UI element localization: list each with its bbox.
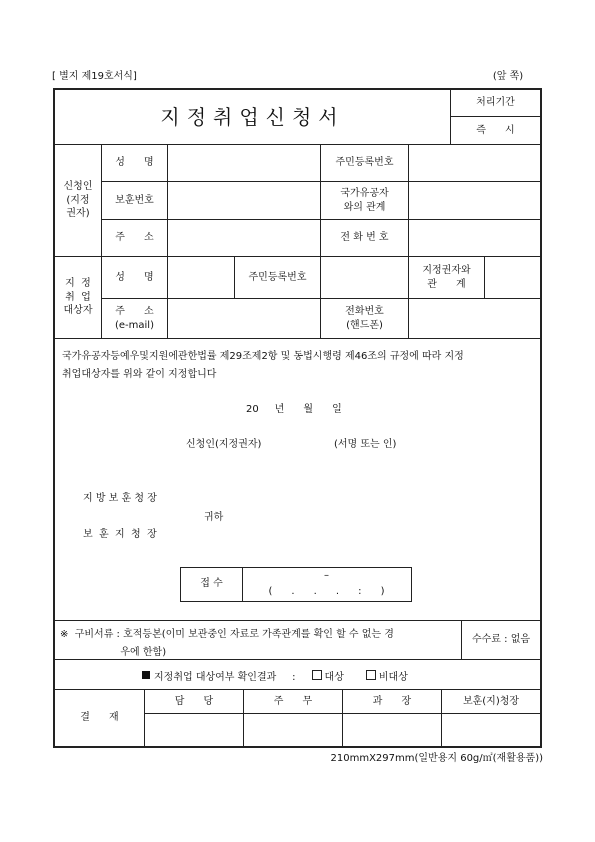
applicant-address-field[interactable]: [168, 220, 320, 256]
target-phone-label: 전화번호 (핸드폰): [345, 306, 384, 331]
target-rrn-field[interactable]: [321, 257, 408, 298]
not-eligible-checkbox[interactable]: [366, 670, 376, 680]
addressee-branch-office: 보 훈 지 청 장: [83, 529, 157, 541]
eligibility-check-row: [142, 667, 408, 683]
applicant-relation-label: 국가유공자 와의 관계: [340, 188, 389, 213]
approval-col-chief: 주 무: [273, 695, 313, 707]
approval-sign-section-head[interactable]: [343, 714, 441, 746]
page-side-label: (앞 쪽): [492, 71, 524, 83]
eligibility-check-label: 지정취업 대상여부 확인결과 :: [154, 671, 296, 683]
target-rrn-label: 주민등록번호: [248, 271, 307, 283]
applicant-group-label: 신청인 (지정 권자): [63, 181, 93, 220]
not-eligible-option-label: 비대상: [378, 671, 408, 683]
addressee-regional-office: 지 방 보 훈 청 장: [83, 493, 157, 505]
statement-body: 국가유공자등예우및지원에관한법률 제29조제2항 및 동법시행령 제46조의 규정에 따라 지정 취업대상자를 위와 같이 지정합니다: [62, 351, 464, 380]
frame-bottom: [53, 746, 542, 748]
approval-col-office-head: 보훈(지)청장: [462, 695, 520, 707]
receipt-datetime-field[interactable]: ( . . . : ): [268, 586, 385, 598]
applicant-name-label: 성 명: [115, 157, 154, 169]
applicant-rrn-label: 주민등록번호: [335, 157, 394, 169]
target-group-label: 지 정 취 업 대상자: [63, 278, 93, 317]
application-date: 20 년 월 일: [246, 404, 342, 416]
form-number: [ 별지 제19호서식]: [52, 71, 137, 83]
approval-sign-office-head[interactable]: [442, 714, 540, 746]
honorific: 귀하: [204, 512, 224, 524]
signature-field[interactable]: (서명 또는 인): [334, 439, 397, 451]
target-address-label: 주 소 (e-mail): [115, 306, 154, 331]
applicant-phone-label: 전 화 번 호: [340, 232, 389, 244]
approval-sign-staff[interactable]: [145, 714, 243, 746]
target-relation-field[interactable]: [485, 257, 540, 298]
paper-spec-footer: 210mmX297mm(일반용지 60g/㎡(재활용품)): [330, 753, 543, 765]
applicant-name-field[interactable]: [168, 145, 320, 181]
signer-label: 신청인(지정권자): [186, 439, 262, 451]
target-relation-label: 지정권자와 관 계: [422, 265, 471, 290]
bullet-square-icon: [142, 671, 150, 679]
eligible-option-label: 대상: [324, 671, 344, 683]
applicant-phone-field[interactable]: [409, 220, 540, 256]
target-name-label: 성 명: [115, 271, 154, 283]
target-address-field[interactable]: [168, 299, 320, 338]
applicant-address-label: 주 소: [115, 232, 154, 244]
required-documents: ※ 구비서류 : 호적등본(이미 보관중인 자료로 가족관계를 확인 할 수 없는 경 우에 한함): [60, 629, 394, 658]
fee-label: 수수료 : 없음: [471, 634, 531, 646]
applicant-rrn-field[interactable]: [409, 145, 540, 181]
form-title: 지정취업신청서: [160, 104, 345, 129]
processing-period-value: 즉 시: [476, 124, 515, 136]
approval-sign-chief[interactable]: [244, 714, 342, 746]
processing-period-label: 처리기간: [476, 97, 515, 109]
eligible-checkbox[interactable]: [312, 670, 322, 680]
target-name-field[interactable]: [168, 257, 234, 298]
approval-label: 결 재: [80, 712, 119, 724]
approval-col-staff: 담 당: [174, 695, 214, 707]
applicant-veteran-number-label: 보훈번호: [115, 194, 154, 206]
applicant-relation-field[interactable]: [409, 182, 540, 219]
receipt-label: 접 수: [200, 578, 223, 590]
approval-col-section-head: 과 장: [372, 695, 412, 707]
frame-right: [540, 88, 542, 748]
applicant-veteran-number-field[interactable]: [168, 182, 320, 219]
target-phone-field[interactable]: [409, 299, 540, 338]
receipt-number-dash: –: [324, 570, 329, 582]
